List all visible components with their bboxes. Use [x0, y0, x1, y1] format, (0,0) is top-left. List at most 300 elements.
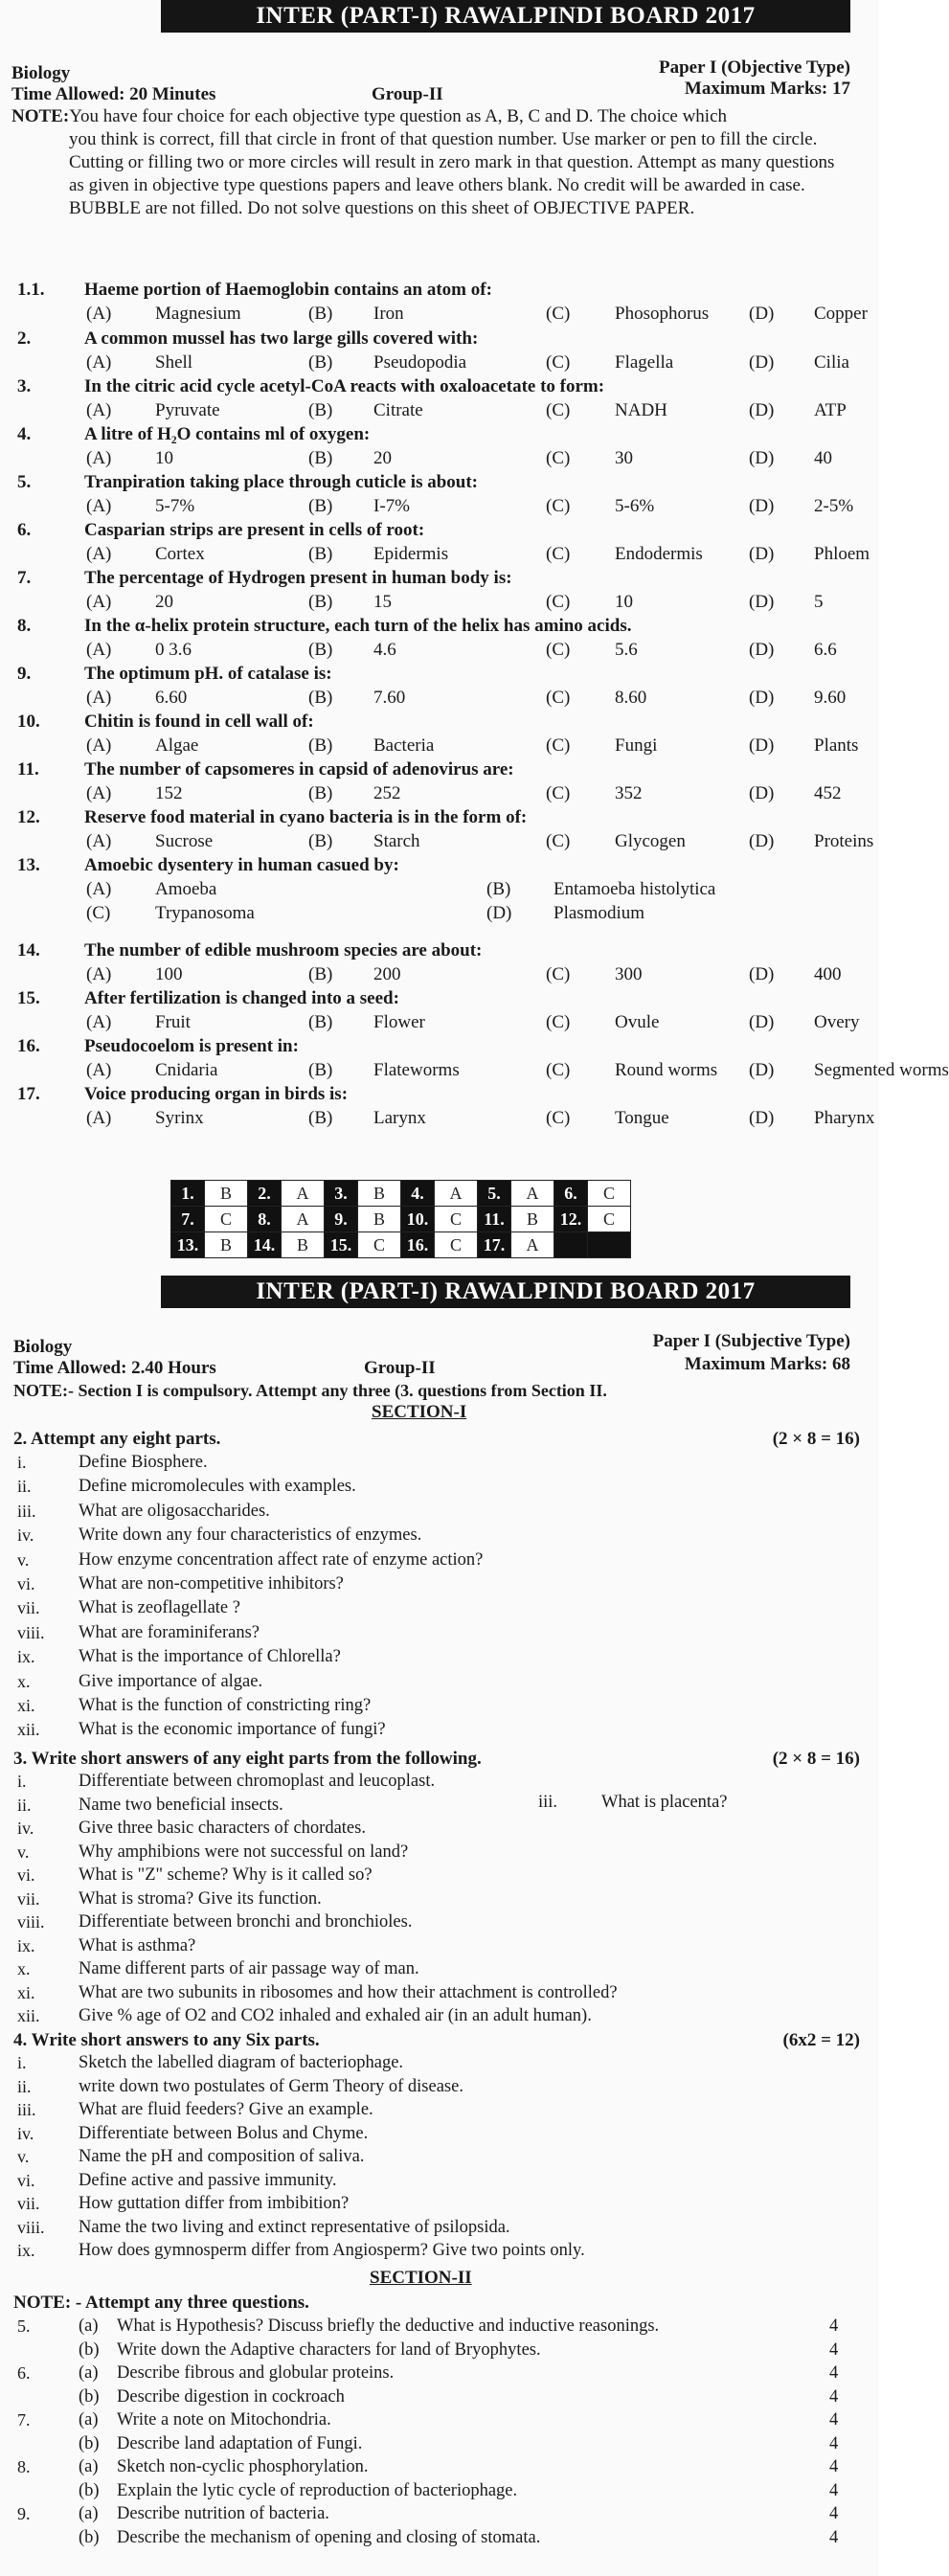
long-text: Describe land adaptation of Fungi. — [117, 2433, 363, 2453]
mcq-item — [0, 940, 879, 988]
part-number: iv. — [17, 1525, 34, 1546]
option-a: 5-7% — [155, 496, 195, 516]
mcq-number: 3. — [17, 376, 32, 396]
option-label-a: (A) — [86, 448, 112, 468]
mcq-number: 2. — [17, 328, 32, 349]
option-d: 452 — [814, 783, 842, 803]
option-b: Citrate — [373, 400, 423, 420]
key-row — [171, 1207, 631, 1232]
long-text: Describe digestion in cockroach — [117, 2386, 345, 2407]
option-label-b: (B) — [308, 831, 333, 851]
option-label-c: (C) — [546, 304, 571, 324]
option-a: Sucrose — [155, 831, 214, 851]
part-text: What is "Z" scheme? Why is it called so? — [79, 1865, 373, 1885]
part-text: What are non-competitive inhibitors? — [79, 1574, 344, 1593]
option-label-c: (C) — [546, 448, 571, 468]
answer-key — [170, 1180, 631, 1258]
section-2-note: NOTE: - Attempt any three questions. — [13, 2293, 309, 2313]
option-b: 4.6 — [373, 640, 396, 660]
part-text: Differentiate between bronchi and bronchioles. — [79, 1912, 413, 1932]
option-b: I-7% — [373, 496, 410, 516]
option-label-a: (A) — [86, 544, 112, 564]
option-label-c: (C) — [546, 964, 571, 984]
mcq-number: 8. — [17, 616, 32, 636]
part-number: vii. — [17, 2194, 40, 2213]
mcq-question: Pseudocoelom is present in: — [84, 1036, 299, 1056]
option-label-b: (B) — [308, 592, 333, 612]
option-label-c: (C) — [546, 1108, 571, 1128]
key-answer: C — [588, 1181, 631, 1207]
key-number — [554, 1232, 588, 1258]
long-part: (b) — [79, 2433, 100, 2453]
long-text: Write down the Adaptive characters for land of Bryophytes. — [117, 2339, 541, 2360]
key-number: 10. — [401, 1207, 435, 1232]
max-marks-2: Maximum Marks: 68 — [684, 1354, 850, 1374]
part-number: viii. — [17, 1912, 45, 1932]
mcq-item — [0, 280, 879, 328]
option-c: 10 — [615, 592, 633, 612]
option-c: Glycogen — [615, 831, 686, 851]
mcq-number: 6. — [17, 520, 32, 540]
option-label-b: (B) — [308, 735, 333, 756]
option-a: 0 3.6 — [155, 640, 192, 660]
option-d: Phloem — [814, 544, 870, 564]
option-c: 300 — [615, 964, 643, 984]
key-answer: A — [511, 1181, 554, 1207]
option-b: 20 — [373, 448, 392, 468]
option-d: 5 — [814, 592, 824, 612]
key-answer: A — [511, 1232, 554, 1258]
option-b: Flateworms — [373, 1060, 460, 1080]
option-label-d: (D) — [749, 544, 775, 564]
option-label-b: (B) — [308, 304, 333, 324]
note-body: you think is correct, fill that circle in front of that question number. Use marker or pen to fill the circle. Cutting or filling two or more circles will result in zero mark in that question. Attempt as many questions as given in objective type questions papers and leave others blank. No credit will be awarded in case. BUBBLE are not filled. Do not solve questions on this sheet of OBJECTIVE PAPER. — [69, 129, 835, 218]
option-c: 5-6% — [615, 496, 655, 516]
part-number: ix. — [17, 2241, 35, 2260]
option-a: Magnesium — [155, 304, 241, 324]
key-answer: A — [282, 1181, 325, 1207]
part-number: ii. — [17, 1795, 32, 1815]
long-part: (a) — [79, 2410, 99, 2429]
key-number: 1. — [171, 1181, 205, 1207]
option-d: Proteins — [814, 831, 874, 851]
part-text: write down two postulates of Germ Theory of disease. — [79, 2076, 463, 2096]
board-banner-2: INTER (PART-I) RAWALPINDI BOARD 2017 — [161, 1276, 850, 1308]
option-c: 352 — [615, 783, 643, 803]
option-a: Pyruvate — [155, 400, 220, 420]
option-label-b: (B) — [308, 496, 333, 516]
option-label-d: (D) — [486, 903, 512, 923]
key-number: 8. — [248, 1207, 282, 1232]
part-text: How enzyme concentration affect rate of enzyme action? — [79, 1549, 484, 1570]
option-c: Tongue — [615, 1108, 669, 1128]
long-marks: 4 — [829, 2339, 839, 2360]
long-text: Describe nutrition of bacteria. — [117, 2504, 329, 2523]
option-label-a: (A) — [86, 879, 112, 899]
subjective-paper — [0, 1264, 879, 2576]
note-line-1: You have four choice for each objective type question as A, B, C and D. The choice which — [69, 106, 727, 126]
mcq-question: Chitin is found in cell wall of: — [84, 712, 314, 732]
option-label-b: (B) — [308, 688, 333, 708]
key-answer: C — [435, 1232, 478, 1258]
part-number: xii. — [17, 1720, 40, 1740]
option-a: 10 — [155, 448, 173, 468]
group-2: Group-II — [364, 1358, 436, 1378]
long-number: 6. — [17, 2363, 31, 2383]
option-label-c: (C) — [546, 352, 571, 373]
option-label-d: (D) — [749, 964, 775, 984]
mcq-item — [0, 759, 879, 807]
mcq-item — [0, 424, 879, 472]
option-b: 252 — [373, 783, 401, 803]
part-text: What are fluid feeders? Give an example. — [79, 2100, 373, 2119]
long-marks: 4 — [829, 2410, 839, 2429]
q3-marks: (2 × 8 = 16) — [772, 1749, 860, 1769]
mcq-question: Haeme portion of Haemoglobin contains an atom of: — [84, 280, 492, 300]
subject: Biology — [11, 63, 71, 83]
option-d: 9.60 — [814, 688, 847, 708]
option-a: Cortex — [155, 544, 205, 564]
option-d: Segmented worms — [814, 1060, 949, 1080]
part-text: Name different parts of air passage way of man. — [79, 1959, 419, 1978]
part-text: Define active and passive immunity. — [79, 2170, 337, 2190]
instructions — [11, 105, 854, 220]
part-number: iii. — [17, 2100, 36, 2119]
option-label-a: (A) — [86, 400, 112, 420]
option-label-c: (C) — [546, 496, 571, 516]
mcq-item — [0, 616, 879, 664]
key-answer: B — [358, 1181, 401, 1207]
part-text: What is stroma? Give its function. — [79, 1888, 322, 1909]
option-label-d: (D) — [749, 831, 775, 851]
option-label-b: (B) — [308, 352, 333, 373]
part-number: iii. — [17, 1501, 36, 1521]
option-b: Starch — [373, 831, 420, 851]
mcq-number: 10. — [17, 712, 40, 732]
option-label-a: (A) — [86, 1060, 112, 1080]
option-label-b: (B) — [308, 544, 333, 564]
part-number: i. — [17, 1453, 27, 1472]
q3-iii-num: iii. — [538, 1793, 558, 1812]
long-marks: 4 — [829, 2363, 839, 2383]
option-a: Amoeba — [155, 879, 217, 899]
option-label-b: (B) — [308, 1108, 333, 1128]
option-label-a: (A) — [86, 496, 112, 516]
part-number: vi. — [17, 1574, 35, 1593]
mcq-question: Tranpiration taking place through cuticle is about: — [84, 472, 478, 492]
part-number: v. — [17, 2147, 30, 2166]
long-number: 8. — [17, 2457, 31, 2476]
mcq-question: The optimum pH. of catalase is: — [84, 664, 332, 684]
q2-title: 2. Attempt any eight parts. — [13, 1429, 221, 1449]
part-number: ix. — [17, 1935, 35, 1955]
section-2-title: SECTION-II — [370, 2268, 472, 2288]
part-number: vii. — [17, 1888, 40, 1909]
option-d: Plants — [814, 735, 859, 756]
option-b: Epidermis — [373, 544, 449, 564]
option-label-c: (C) — [546, 688, 571, 708]
option-label-d: (D) — [749, 1012, 775, 1032]
option-label-b: (B) — [308, 1012, 333, 1032]
key-number: 4. — [401, 1181, 435, 1207]
mcq-question: In the α-helix protein structure, each turn of the helix has amino acids. — [84, 616, 632, 636]
note-label: NOTE: — [11, 106, 70, 126]
part-number: v. — [17, 1549, 30, 1570]
key-number: 9. — [325, 1207, 358, 1232]
part-number: iv. — [17, 2123, 34, 2143]
option-d: Cilia — [814, 352, 849, 373]
option-d: 400 — [814, 964, 842, 984]
key-answer: C — [358, 1232, 401, 1258]
mcq-question: The number of edible mushroom species are about: — [84, 940, 483, 960]
long-part: (a) — [79, 2504, 99, 2523]
part-text: Sketch the labelled diagram of bacteriophage. — [79, 2053, 404, 2072]
option-d: 40 — [814, 448, 832, 468]
option-a: Algae — [155, 735, 199, 756]
subject-2: Biology — [13, 1337, 73, 1357]
option-d: ATP — [814, 400, 847, 420]
option-a: Syrinx — [155, 1108, 204, 1128]
option-d: 6.6 — [814, 640, 837, 660]
key-answer: A — [282, 1207, 325, 1232]
long-part: (b) — [79, 2527, 100, 2547]
option-a: Fruit — [155, 1012, 191, 1032]
part-text: Name the pH and composition of saliva. — [79, 2147, 365, 2166]
mcq-item — [0, 1084, 879, 1132]
option-label-c: (C) — [546, 640, 571, 660]
part-text: Name the two living and extinct representative of psilopsida. — [79, 2217, 510, 2237]
key-row — [171, 1232, 631, 1258]
key-answer: C — [588, 1207, 631, 1232]
part-text: What is zeoflagellate ? — [79, 1598, 240, 1618]
part-number: x. — [17, 1959, 31, 1978]
mcq-number: 1.1. — [17, 280, 45, 300]
part-text: Name two beneficial insects. — [79, 1795, 283, 1815]
group: Group-II — [372, 84, 443, 104]
q3-iii-text: What is placenta? — [601, 1793, 728, 1812]
option-label-c: (C) — [546, 592, 571, 612]
option-b: Larynx — [373, 1108, 426, 1128]
mcq-item — [0, 807, 879, 855]
option-c: 30 — [615, 448, 633, 468]
option-label-d: (D) — [749, 1060, 775, 1080]
mcq-item — [0, 855, 879, 928]
option-label-d: (D) — [749, 352, 775, 373]
option-label-a: (A) — [86, 831, 112, 851]
long-marks: 4 — [829, 2386, 839, 2407]
part-text: What is the importance of Chlorella? — [79, 1647, 341, 1667]
part-text: How guttation differ from imbibition? — [79, 2194, 350, 2213]
time-allowed-2: Time Allowed: 2.40 Hours — [13, 1358, 216, 1378]
option-b: Pseudopodia — [373, 352, 467, 373]
long-marks: 4 — [829, 2457, 839, 2476]
part-text: Differentiate between chromoplast and leucoplast. — [79, 1772, 436, 1791]
mcq-item — [0, 664, 879, 712]
part-text: Why amphibions were not successful on land? — [79, 1842, 409, 1862]
part-text: What are foraminiferans? — [79, 1622, 260, 1642]
part-number: xi. — [17, 1982, 35, 2002]
long-part: (a) — [79, 2316, 99, 2336]
part-text: Define micromolecules with examples. — [79, 1477, 356, 1497]
option-d: Copper — [814, 304, 868, 324]
option-label-a: (A) — [86, 964, 112, 984]
option-label-d: (D) — [749, 400, 775, 420]
key-number: 13. — [171, 1232, 205, 1258]
part-number: ix. — [17, 1647, 35, 1667]
option-label-a: (A) — [86, 592, 112, 612]
option-label-a: (A) — [86, 352, 112, 373]
mcq-question: The percentage of Hydrogen present in human body is: — [84, 568, 512, 588]
option-b: Flower — [373, 1012, 425, 1032]
option-label-d: (D) — [749, 783, 775, 803]
option-label-b: (B) — [308, 1060, 333, 1080]
part-number: v. — [17, 1842, 30, 1862]
part-text: What are two subunits in ribosomes and how their attachment is controlled? — [79, 1982, 618, 2002]
long-text: Sketch non-cyclic phosphorylation. — [117, 2457, 369, 2476]
paper-type: Paper I (Objective Type) — [659, 57, 850, 78]
key-answer: A — [435, 1181, 478, 1207]
long-part: (b) — [79, 2386, 100, 2407]
key-number: 6. — [554, 1181, 588, 1207]
option-c: Flagella — [615, 352, 674, 373]
option-a: Shell — [155, 352, 193, 373]
option-label-c: (C) — [546, 783, 571, 803]
part-text: Define Biosphere. — [79, 1453, 208, 1472]
option-label-c: (C) — [546, 400, 571, 420]
option-label-a: (A) — [86, 1108, 112, 1128]
option-a: 6.60 — [155, 688, 188, 708]
mcq-item — [0, 328, 879, 376]
long-part: (a) — [79, 2363, 99, 2383]
part-text: What is the function of constricting ring? — [79, 1696, 372, 1715]
mcq-number: 4. — [17, 424, 32, 444]
option-d: Overy — [814, 1012, 860, 1032]
long-marks: 4 — [829, 2316, 839, 2336]
option-c: 8.60 — [615, 688, 647, 708]
option-label-a: (A) — [86, 688, 112, 708]
part-number: vi. — [17, 2170, 35, 2190]
part-number: xii. — [17, 2006, 40, 2025]
option-c: Round worms — [615, 1060, 718, 1080]
option-a: 20 — [155, 592, 173, 612]
option-label-d: (D) — [749, 735, 775, 756]
option-b: 7.60 — [373, 688, 406, 708]
key-answer: B — [205, 1181, 248, 1207]
option-label-c: (C) — [546, 735, 571, 756]
mcq-number: 15. — [17, 988, 40, 1008]
board-banner: INTER (PART-I) RAWALPINDI BOARD 2017 — [161, 0, 850, 33]
mcq-number: 11. — [17, 759, 39, 780]
option-label-d: (D) — [749, 640, 775, 660]
mcq-number: 9. — [17, 664, 32, 684]
mcq-number: 14. — [17, 940, 40, 960]
q2-marks: (2 × 8 = 16) — [772, 1429, 860, 1449]
mcq-item — [0, 712, 879, 759]
key-number: 12. — [554, 1207, 588, 1232]
long-marks: 4 — [829, 2480, 839, 2500]
option-label-d: (D) — [749, 448, 775, 468]
mcq-question: In the citric acid cycle acetyl-CoA reacts with oxaloacetate to form: — [84, 376, 605, 396]
part-number: vii. — [17, 1598, 40, 1618]
option-c: 5.6 — [615, 640, 638, 660]
option-a: 152 — [155, 783, 183, 803]
option-label-b: (B) — [308, 964, 333, 984]
mcq-question: After fertilization is changed into a seed: — [84, 988, 399, 1008]
key-answer: C — [435, 1207, 478, 1232]
mcq-question: A common mussel has two large gills covered with: — [84, 328, 479, 349]
part-number: i. — [17, 2053, 27, 2072]
option-label-c: (C) — [546, 1060, 571, 1080]
option-d: Plasmodium — [554, 903, 645, 923]
option-a: 100 — [155, 964, 183, 984]
option-b: Iron — [373, 304, 404, 324]
mcq-number: 13. — [17, 855, 40, 875]
part-number: ii. — [17, 2076, 32, 2096]
option-b: Bacteria — [373, 735, 435, 756]
option-label-d: (D) — [749, 1108, 775, 1128]
key-answer: B — [205, 1232, 248, 1258]
key-number: 7. — [171, 1207, 205, 1232]
paper-type-2: Paper I (Subjective Type) — [652, 1331, 850, 1351]
option-label-a: (A) — [86, 304, 112, 324]
option-d: Pharynx — [814, 1108, 875, 1128]
option-label-a: (A) — [86, 640, 112, 660]
option-label-c: (C) — [546, 544, 571, 564]
mcq-question: The number of capsomeres in capsid of adenovirus are: — [84, 759, 514, 780]
option-label-d: (D) — [749, 592, 775, 612]
part-number: viii. — [17, 1622, 45, 1642]
mcq-number: 5. — [17, 472, 32, 492]
part-number: x. — [17, 1671, 31, 1691]
option-a: Cnidaria — [155, 1060, 218, 1080]
mcq-item — [0, 520, 879, 568]
option-label-d: (D) — [749, 496, 775, 516]
mcq-item — [0, 568, 879, 616]
long-text: What is Hypothesis? Discuss briefly the deductive and inductive reasonings. — [117, 2316, 660, 2336]
key-number: 15. — [325, 1232, 358, 1258]
mcq-number: 17. — [17, 1084, 40, 1104]
option-label-a: (A) — [86, 1012, 112, 1032]
part-number: viii. — [17, 2217, 45, 2237]
option-b: 15 — [373, 592, 392, 612]
option-label-c: (C) — [546, 1012, 571, 1032]
key-row — [171, 1181, 631, 1207]
option-label-b: (B) — [308, 448, 333, 468]
mcq-question: A litre of H₂O contains ml of oxygen: — [84, 424, 371, 444]
part-text: What is the economic importance of fungi? — [79, 1720, 386, 1740]
long-text: Describe fibrous and globular proteins. — [117, 2363, 395, 2383]
note-2: NOTE:- Section I is compulsory. Attempt any three (3. questions from Section II. — [13, 1381, 607, 1400]
option-c: Endodermis — [615, 544, 703, 564]
part-text: What are oligosaccharides. — [79, 1501, 270, 1521]
option-label-b: (B) — [308, 400, 333, 420]
mcq-question: Casparian strips are present in cells of root: — [84, 520, 425, 540]
long-text: Explain the lytic cycle of reproduction of bacteriophage. — [117, 2480, 518, 2500]
key-answer: C — [205, 1207, 248, 1232]
key-answer: B — [358, 1207, 401, 1232]
q4-marks: (6x2 = 12) — [782, 2030, 860, 2050]
mcq-number: 12. — [17, 807, 40, 827]
option-label-d: (D) — [749, 304, 775, 324]
option-c: Fungi — [615, 735, 658, 756]
part-text: What is asthma? — [79, 1935, 196, 1955]
part-text: Give importance of algae. — [79, 1671, 263, 1691]
long-part: (a) — [79, 2457, 99, 2476]
q3-title: 3. Write short answers of any eight parts from the following. — [13, 1749, 482, 1769]
option-label-b: (B) — [308, 640, 333, 660]
long-part: (b) — [79, 2339, 100, 2360]
mcq-item — [0, 376, 879, 424]
